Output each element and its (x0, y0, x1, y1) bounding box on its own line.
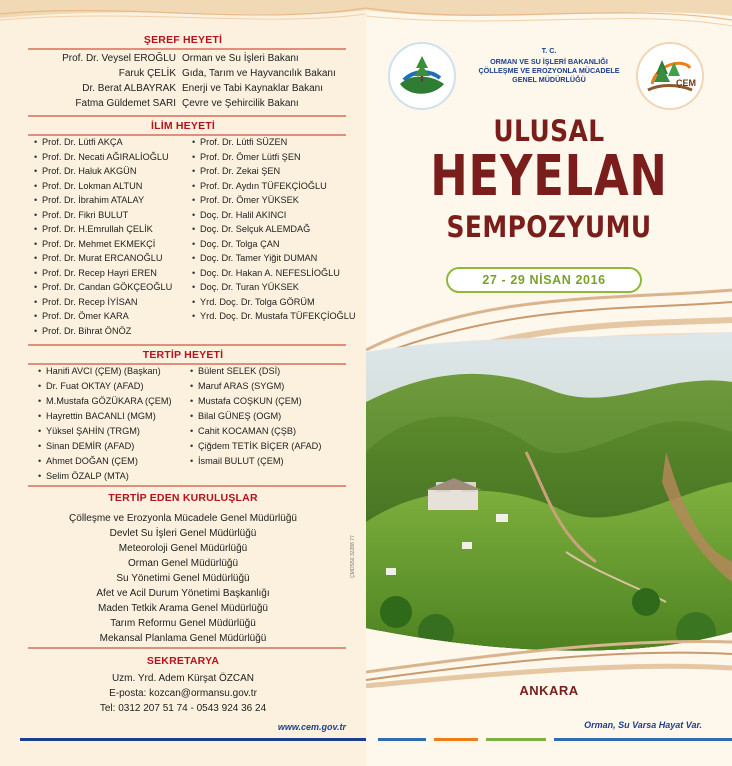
ilim-member-name: Prof. Dr. Lütfi AKÇA (42, 137, 123, 147)
bullet: • (192, 311, 196, 321)
tertip-member (38, 365, 161, 378)
top-wave-decoration (0, 0, 366, 30)
ministry-line-1: T. C. (541, 46, 557, 55)
ilim-member (34, 209, 128, 222)
ilim-member (34, 281, 172, 294)
divider (28, 485, 346, 487)
bullet: • (34, 238, 38, 249)
sekretarya-name: Uzm. Yrd. Adem Kürşat ÖZCAN (111, 673, 255, 684)
ilim-member (192, 209, 286, 222)
ilim-member (34, 267, 157, 280)
seref-row (0, 52, 366, 66)
bullet: • (190, 441, 194, 451)
bullet: • (38, 441, 42, 451)
tertip-member (190, 380, 284, 393)
tertip-member-name: Çiğdem TETİK BİÇER (AFAD) (198, 441, 322, 451)
ilim-member-name: Prof. Dr. Recep Hayri EREN (42, 267, 157, 278)
tertip-member-name: Bülent SELEK (DSİ) (198, 366, 281, 376)
bullet: • (192, 296, 196, 307)
bullet: • (190, 411, 194, 421)
city-label: ANKARA (519, 683, 579, 698)
ilim-member (192, 136, 287, 149)
bullet: • (38, 381, 42, 391)
organization-item: Orman Genel Müdürlüğü (127, 558, 239, 569)
bullet: • (38, 426, 42, 436)
ilim-member-name: Prof. Dr. Aydın TÜFEKÇİOĞLU (200, 180, 327, 191)
ilim-member (192, 252, 317, 265)
tertip-member-name: Bilal GÜNEŞ (OGM) (198, 411, 282, 421)
print-code: ÇMOS50 32288 77 (350, 535, 356, 578)
divider (28, 344, 346, 346)
seref-role: Çevre ve Şehircilik Bakanı (182, 98, 299, 109)
seref-name: Prof. Dr. Veysel EROĞLU (62, 53, 176, 64)
tertip-member-name: Hanifi AVCI (ÇEM) (Başkan) (46, 366, 161, 376)
top-wave-decoration (366, 0, 732, 30)
sekretarya-title: SEKRETARYA (146, 655, 220, 667)
organization-item: Devlet Su İşleri Genel Müdürlüğü (109, 528, 257, 539)
seref-name: Fatma Güldemet SARI (75, 98, 176, 109)
ilim-member-name: Prof. Dr. Fikri BULUT (42, 209, 129, 220)
bullet: • (34, 180, 38, 191)
seref-row (0, 67, 366, 81)
ilim-member (192, 194, 299, 207)
tertip-member-name: Yüksel ŞAHİN (TRGM) (46, 426, 140, 436)
cem-trees-icon (638, 44, 702, 108)
bullet: • (192, 137, 196, 147)
tertip-member-name: Cahit KOCAMAN (ÇŞB) (198, 426, 297, 436)
divider (28, 48, 346, 50)
seref-role: Gıda, Tarım ve Hayvancılık Bakanı (182, 68, 336, 79)
ministry-line-4: GENEL MÜDÜRLÜĞÜ (512, 75, 586, 84)
organization-item: Meteoroloji Genel Müdürlüğü (118, 543, 248, 554)
tertip-member (38, 410, 156, 423)
ilim-member (34, 194, 144, 207)
cem-logo (636, 42, 704, 110)
ilim-member (34, 325, 131, 338)
date-badge: 27 - 29 NİSAN 2016 (446, 267, 642, 293)
ilim-member-name: Prof. Dr. Necati AĞIRALİOĞLU (42, 151, 169, 162)
ilim-member-name: Prof. Dr. Bihrat ÖNÖZ (42, 325, 132, 336)
ilim-member (34, 296, 137, 309)
bottom-swoosh-decoration (366, 628, 732, 688)
seref-title: ŞEREF HEYETİ (143, 34, 223, 46)
tertip-member-name: Maruf ARAS (SYGM) (198, 381, 285, 391)
slogan: Orman, Su Varsa Hayat Var. (584, 720, 702, 730)
ilim-member-name: Prof. Dr. H.Emrullah ÇELİK (42, 224, 153, 234)
bullet: • (192, 151, 196, 162)
ilim-member (192, 281, 299, 294)
tertip-member (38, 440, 134, 453)
ilim-member (192, 165, 280, 178)
seref-name: Faruk ÇELİK (118, 68, 176, 79)
ministry-line-2: ORMAN VE SU İŞLERİ BAKANLIĞI (490, 57, 608, 66)
ilim-member (34, 252, 162, 265)
ilim-member-name: Prof. Dr. Candan GÖKÇEOĞLU (42, 282, 173, 292)
bullet: • (34, 166, 38, 176)
bullet: • (34, 253, 38, 263)
ilim-member-name: Prof. Dr. İbrahim ATALAY (42, 195, 145, 205)
tree-drop-icon (390, 44, 454, 108)
tertip-member (38, 470, 129, 483)
bullet: • (34, 311, 38, 321)
organization-item: Tarım Reformu Genel Müdürlüğü (110, 618, 256, 629)
bullet: • (34, 282, 38, 292)
tertip-member-name: M.Mustafa GÖZÜKARA (ÇEM) (46, 396, 172, 406)
ilim-member-name: Prof. Dr. Recep İYİSAN (42, 296, 138, 307)
ilim-member-name: Doç. Dr. Tamer Yiğit DUMAN (200, 253, 318, 263)
tertip-member-name: Mustafa COŞKUN (ÇEM) (198, 396, 302, 406)
strip-orange (434, 738, 478, 741)
seref-role: Orman ve Su İşleri Bakanı (182, 53, 299, 64)
ilim-member-name: Doç. Dr. Turan YÜKSEK (200, 282, 299, 292)
organization-item: Mekansal Planlama Genel Müdürlüğü (99, 633, 267, 644)
bullet: • (190, 366, 194, 376)
bullet: • (192, 166, 196, 176)
ilim-member (192, 151, 301, 164)
ilim-member-name: Prof. Dr. Lokman ALTUN (42, 180, 143, 191)
ilim-member-name: Yrd. Doç. Dr. Tolga GÖRÜM (200, 296, 315, 307)
ministry-logo (388, 42, 456, 110)
ilim-member-name: Prof. Dr. Zekai ŞEN (200, 166, 281, 176)
tertip-member (190, 395, 302, 408)
bullet: • (190, 396, 194, 406)
ilim-member-name: Yrd. Doç. Dr. Mustafa TÜFEKÇİOĞLU (200, 311, 356, 321)
sekretarya-email[interactable]: E-posta: kozcan@ormansu.gov.tr (109, 688, 257, 699)
ilim-title: İLİM HEYETİ (150, 120, 216, 132)
ilim-member (192, 223, 310, 236)
ilim-member (34, 180, 142, 193)
title-line-2: HEYELAN (430, 144, 668, 209)
bullet: • (192, 224, 196, 234)
ilim-member (192, 267, 340, 280)
sekretarya-phone: Tel: 0312 207 51 74 - 0543 924 36 24 (99, 703, 267, 714)
tertip-member-name: Sinan DEMİR (AFAD) (46, 441, 135, 451)
tertip-member-name: Dr. Fuat OKTAY (AFAD) (46, 381, 144, 391)
bullet: • (192, 238, 196, 249)
cem-logo-label: ÇEM (676, 78, 696, 88)
ilim-member-name: Prof. Dr. Lütfi SÜZEN (200, 137, 288, 147)
tertip-member-name: Selim ÖZALP (MTA) (46, 471, 129, 481)
bullet: • (192, 195, 196, 205)
ilim-member (192, 296, 315, 309)
ilim-member-name: Prof. Dr. Ömer Lütfi ŞEN (200, 151, 301, 162)
ilim-member (34, 310, 129, 323)
bullet: • (192, 209, 196, 220)
bullet: • (34, 325, 38, 336)
ilim-member (34, 238, 155, 251)
divider (28, 647, 346, 649)
right-panel (366, 0, 732, 766)
kuruluslar-title: TERTİP EDEN KURULUŞLAR (108, 492, 258, 504)
bullet: • (34, 296, 38, 307)
ilim-member-name: Prof. Dr. Haluk AKGÜN (42, 166, 137, 176)
bullet: • (38, 396, 42, 406)
landslide-photo (366, 332, 732, 662)
strip-blue (378, 738, 426, 741)
ilim-member-name: Doç. Dr. Tolga ÇAN (200, 238, 280, 249)
tertip-member (190, 365, 280, 378)
ilim-member (34, 165, 136, 178)
bullet: • (192, 267, 196, 278)
ilim-member (192, 180, 327, 193)
tertip-member-name: İsmail BULUT (ÇEM) (198, 456, 284, 466)
bullet: • (192, 180, 196, 191)
seref-row (0, 82, 366, 96)
bullet: • (38, 366, 42, 376)
title-line-3: SEMPOZYUMU (446, 210, 652, 244)
tertip-title: TERTİP HEYETİ (142, 349, 224, 361)
ilim-member-name: Prof. Dr. Ömer KARA (42, 311, 129, 321)
strip-blue-long (554, 738, 732, 741)
bottom-strip (20, 738, 366, 741)
ilim-member-name: Doç. Dr. Selçuk ALEMDAĞ (200, 224, 311, 234)
strip-green (486, 738, 546, 741)
tertip-member (190, 425, 296, 438)
bullet: • (38, 411, 42, 421)
bullet: • (38, 456, 42, 466)
bullet: • (34, 267, 38, 278)
tertip-member (38, 380, 144, 393)
title-line-1: ULUSAL (493, 114, 605, 148)
bullet: • (190, 381, 194, 391)
ministry-line-3: ÇÖLLEŞME VE EROZYONLA MÜCADELE (478, 66, 620, 75)
ilim-member (192, 238, 279, 251)
tertip-member (38, 395, 172, 408)
bullet: • (34, 195, 38, 205)
organization-item: Çölleşme ve Erozyonla Mücadele Genel Müdürlüğü (69, 513, 297, 524)
divider (28, 115, 346, 117)
organization-item: Su Yönetimi Genel Müdürlüğü (116, 573, 250, 584)
tertip-member (38, 425, 140, 438)
ilim-member (192, 310, 356, 323)
bullet: • (34, 151, 38, 162)
ilim-member-name: Prof. Dr. Ömer YÜKSEK (200, 195, 299, 205)
bottom-color-strip (378, 738, 732, 741)
seref-name: Dr. Berat ALBAYRAK (82, 83, 176, 94)
ilim-member-name: Prof. Dr. Mehmet EKMEKÇİ (42, 238, 156, 249)
bullet: • (38, 471, 42, 481)
bullet: • (192, 282, 196, 292)
tertip-member (190, 455, 284, 468)
seref-role: Enerji ve Tabi Kaynaklar Bakanı (182, 83, 324, 94)
bullet: • (34, 137, 38, 147)
tertip-member (190, 440, 321, 453)
seref-row (0, 97, 366, 111)
ilim-member (34, 223, 153, 236)
tertip-member-name: Ahmet DOĞAN (ÇEM) (46, 456, 138, 466)
tertip-member (38, 455, 138, 468)
bullet: • (190, 456, 194, 466)
website-link[interactable]: www.cem.gov.tr (277, 722, 346, 732)
bullet: • (34, 209, 38, 220)
organization-item: Maden Tetkik Arama Genel Müdürlüğü (98, 603, 268, 614)
bullet: • (34, 224, 38, 234)
ilim-member (34, 151, 169, 164)
tertip-member (190, 410, 281, 423)
landscape-illustration (366, 332, 732, 662)
bullet: • (192, 253, 196, 263)
bullet: • (190, 426, 194, 436)
ilim-member-name: Doç. Dr. Hakan A. NEFESLİOĞLU (200, 267, 340, 278)
ilim-member (34, 136, 123, 149)
tertip-member-name: Hayrettin BACANLI (MGM) (46, 411, 156, 421)
ilim-member-name: Prof. Dr. Murat ERCANOĞLU (42, 253, 163, 263)
ilim-member-name: Doç. Dr. Halil AKINCI (200, 209, 287, 220)
organization-item: Afet ve Acil Durum Yönetimi Başkanlığı (96, 588, 270, 599)
